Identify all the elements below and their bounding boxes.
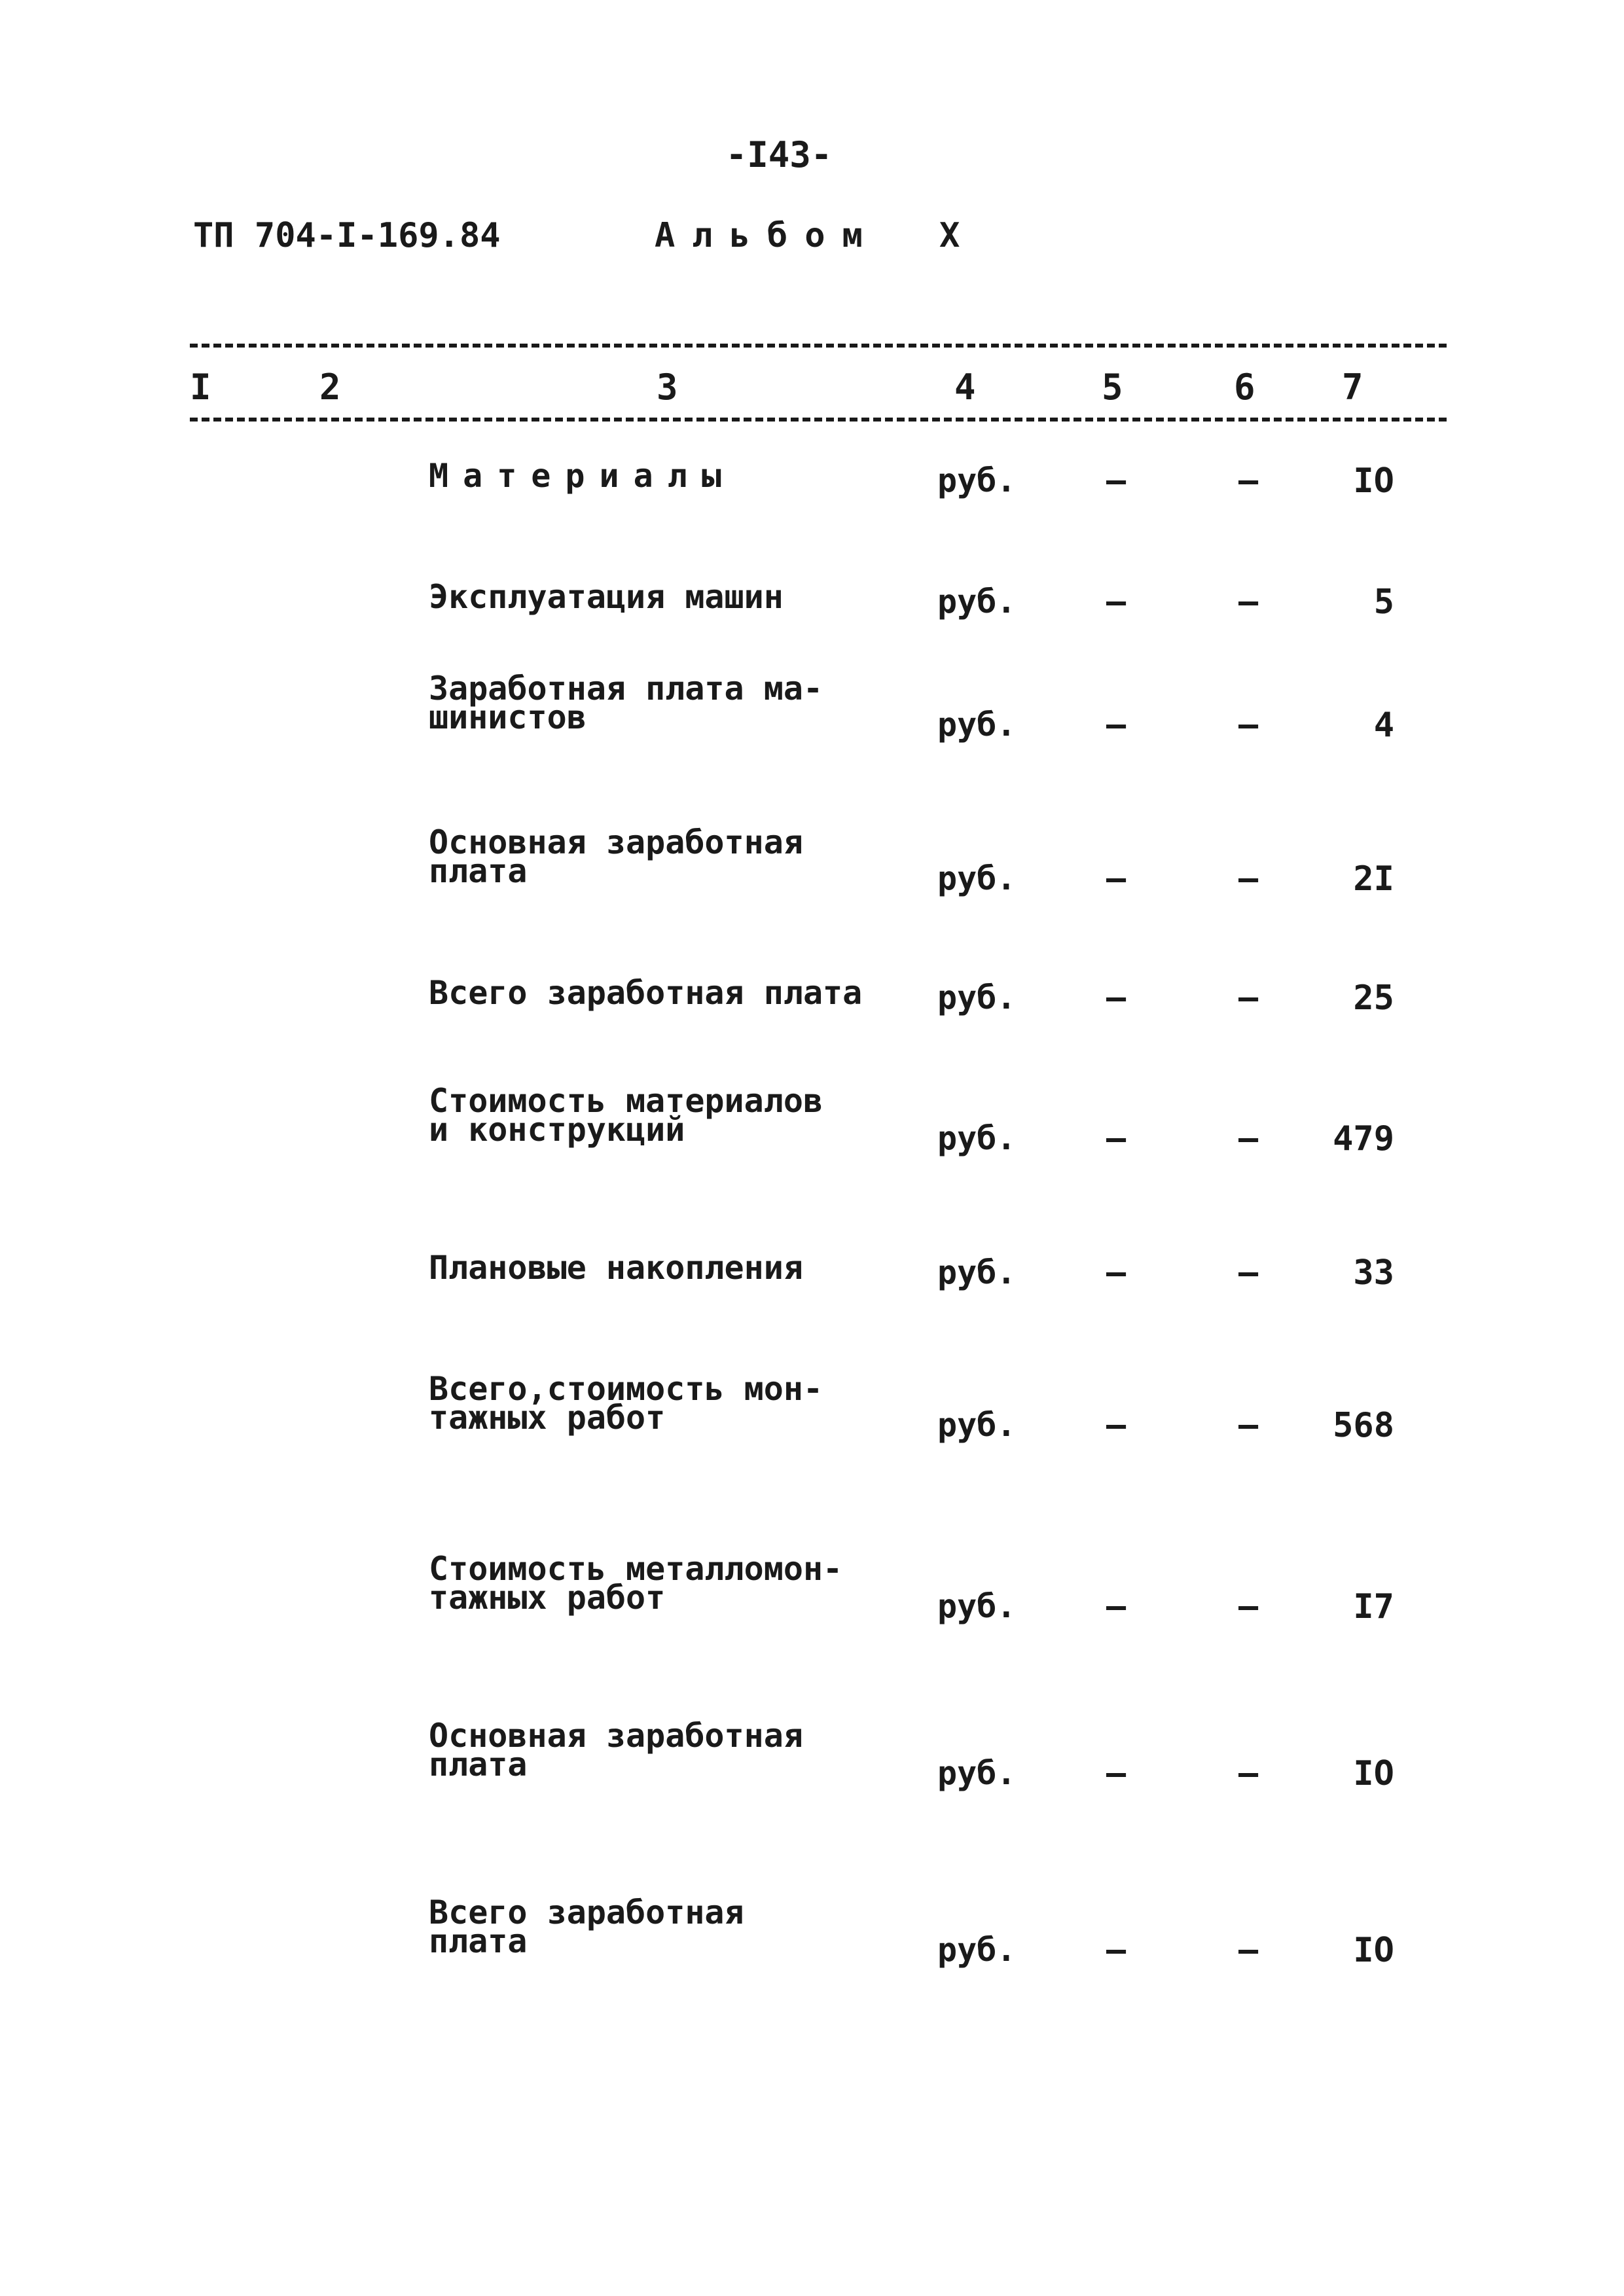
row-unit: руб. bbox=[937, 1253, 1017, 1291]
row-col6: – bbox=[1238, 583, 1259, 620]
row-name: Всего,стоимость мон- тажных работ bbox=[429, 1370, 823, 1437]
document-code: ТП 704-I-169.84 bbox=[193, 216, 501, 255]
column-header-2: 2 bbox=[319, 367, 341, 408]
row-col5: – bbox=[1106, 1754, 1127, 1792]
row-name: Всего заработная плата bbox=[429, 974, 863, 1012]
row-name: Материалы bbox=[429, 457, 736, 495]
row-name: Всего заработная плата bbox=[429, 1893, 744, 1960]
row-col5: – bbox=[1106, 461, 1127, 499]
row-col6: – bbox=[1238, 706, 1259, 744]
row-col5: – bbox=[1106, 1406, 1127, 1444]
row-value: 25 bbox=[1353, 978, 1394, 1018]
row-value: 4 bbox=[1373, 706, 1394, 745]
row-value: IO bbox=[1353, 461, 1394, 501]
row-unit: руб. bbox=[937, 1754, 1017, 1792]
column-header-7: 7 bbox=[1342, 367, 1363, 408]
column-header-1: I bbox=[190, 367, 211, 408]
row-unit: руб. bbox=[937, 1587, 1017, 1625]
row-name: Основная заработная плата bbox=[429, 823, 803, 890]
column-header-6: 6 bbox=[1234, 367, 1255, 408]
row-value: I7 bbox=[1353, 1587, 1394, 1626]
row-value: 2I bbox=[1353, 859, 1394, 899]
row-col5: – bbox=[1106, 978, 1127, 1016]
row-unit: руб. bbox=[937, 859, 1017, 897]
row-col6: – bbox=[1238, 461, 1259, 499]
row-name: Заработная плата ма- шинистов bbox=[429, 670, 823, 736]
row-col5: – bbox=[1106, 1253, 1127, 1291]
row-unit: руб. bbox=[937, 1406, 1017, 1444]
row-unit: руб. bbox=[937, 1119, 1017, 1157]
row-unit: руб. bbox=[937, 461, 1017, 499]
row-col5: – bbox=[1106, 1587, 1127, 1625]
row-col6: – bbox=[1238, 1931, 1259, 1969]
column-header-4: 4 bbox=[954, 367, 976, 408]
row-unit: руб. bbox=[937, 706, 1017, 744]
row-col5: – bbox=[1106, 859, 1127, 897]
row-name: Стоимость материалов и конструкций bbox=[429, 1082, 823, 1149]
page-number: -I43- bbox=[725, 134, 833, 175]
table-top-rule bbox=[190, 344, 1447, 348]
row-col5: – bbox=[1106, 1119, 1127, 1157]
row-name: Плановые накопления bbox=[429, 1249, 803, 1287]
row-col6: – bbox=[1238, 1587, 1259, 1625]
table-header-rule bbox=[190, 418, 1447, 422]
row-value: 33 bbox=[1353, 1253, 1394, 1293]
row-value: IO bbox=[1353, 1931, 1394, 1970]
row-col6: – bbox=[1238, 1406, 1259, 1444]
column-header-5: 5 bbox=[1102, 367, 1123, 408]
row-col5: – bbox=[1106, 1931, 1127, 1969]
row-unit: руб. bbox=[937, 583, 1017, 620]
row-value: 568 bbox=[1333, 1406, 1394, 1445]
row-unit: руб. bbox=[937, 978, 1017, 1016]
row-col5: – bbox=[1106, 706, 1127, 744]
row-col6: – bbox=[1238, 1253, 1259, 1291]
row-col6: – bbox=[1238, 1754, 1259, 1792]
column-header-3: 3 bbox=[657, 367, 678, 408]
row-col6: – bbox=[1238, 1119, 1259, 1157]
album-label: Альбом bbox=[655, 216, 880, 255]
row-unit: руб. bbox=[937, 1931, 1017, 1969]
row-col6: – bbox=[1238, 978, 1259, 1016]
row-value: 479 bbox=[1333, 1119, 1394, 1158]
row-name: Эксплуатация машин bbox=[429, 578, 784, 616]
row-value: 5 bbox=[1373, 583, 1394, 622]
album-number: Х bbox=[939, 216, 960, 255]
row-col5: – bbox=[1106, 583, 1127, 620]
row-name: Стоимость металломон- тажных работ bbox=[429, 1550, 843, 1617]
row-col6: – bbox=[1238, 859, 1259, 897]
row-name: Основная заработная плата bbox=[429, 1717, 803, 1784]
row-value: IO bbox=[1353, 1754, 1394, 1793]
